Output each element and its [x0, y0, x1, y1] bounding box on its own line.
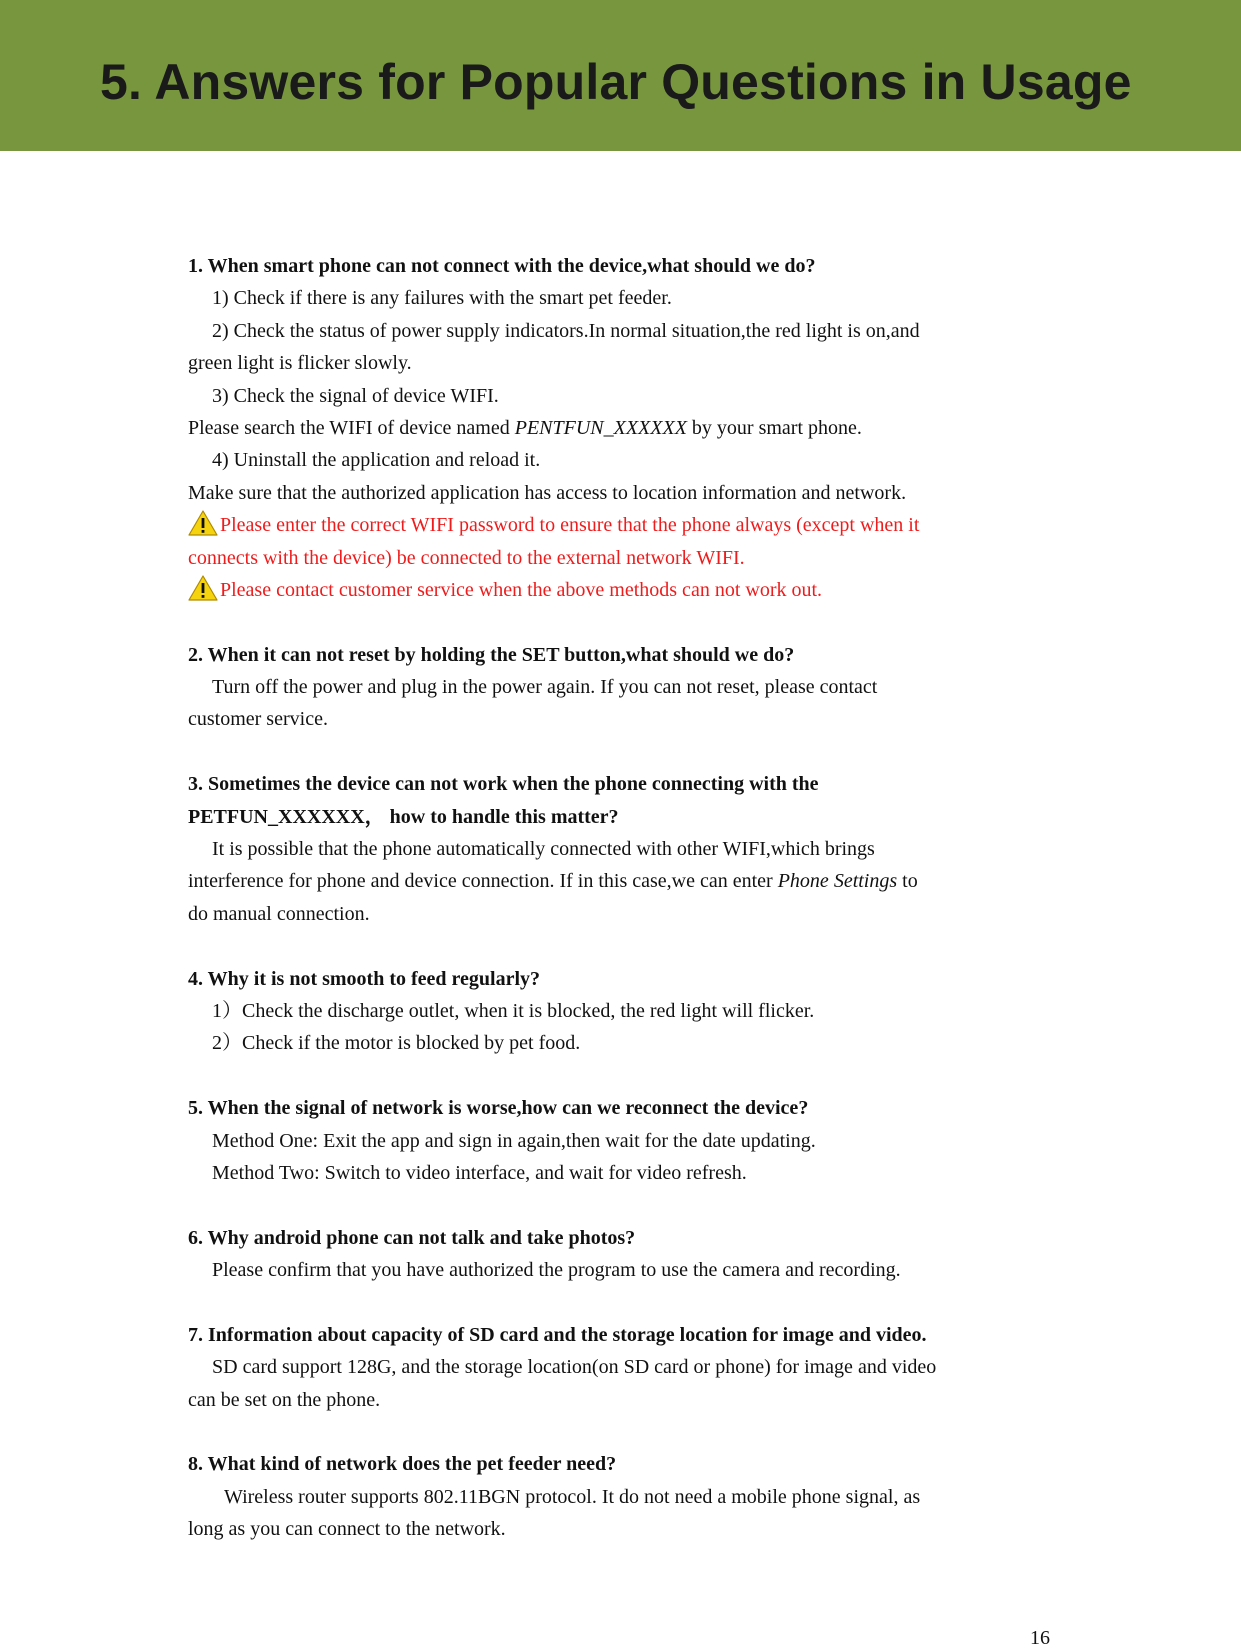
- q6-title: 6. Why android phone can not talk and take photos?: [188, 1226, 636, 1249]
- q3-line1: It is possible that the phone automatically connected with other WIFI,which brings: [212, 838, 875, 861]
- q1-step1: 1) Check if there is any failures with the smart pet feeder.: [212, 287, 672, 310]
- page-number: 16: [1030, 1627, 1050, 1649]
- q1-warning1-line1: [188, 509, 1048, 541]
- warning-icon: [188, 575, 218, 601]
- q3-title-line1: 3. Sometimes the device can not work when the phone connecting with the: [188, 773, 819, 796]
- q8-line2: long as you can connect to the network.: [188, 1518, 506, 1541]
- q1-step2-line2: green light is flicker slowly.: [188, 352, 412, 375]
- q7-line2: can be set on the phone.: [188, 1388, 381, 1411]
- warning-icon: [188, 510, 218, 536]
- page-title: 5. Answers for Popular Questions in Usage: [100, 54, 1132, 110]
- q3-title-line2: PETFUN_XXXXXX， how to handle this matter?: [188, 805, 619, 828]
- q4-step2: 2）Check if the motor is blocked by pet food.: [212, 1032, 581, 1055]
- q5-method1: Method One: Exit the app and sign in again,then wait for the date updating.: [212, 1129, 816, 1152]
- q8-title: 8. What kind of network does the pet feeder need?: [188, 1453, 617, 1476]
- q7-line1: SD card support 128G, and the storage location(on SD card or phone) for image and video: [212, 1356, 937, 1379]
- q2-line2: customer service.: [188, 708, 328, 731]
- q3-line2-pre: interference for phone and device connection. If in this case,we can enter: [188, 870, 778, 893]
- q7-title: 7. Information about capacity of SD card and the storage location for image and video.: [188, 1323, 927, 1346]
- q1-search-line: [188, 412, 1048, 444]
- q5-title: 5. When the signal of network is worse,how can we reconnect the device?: [188, 1097, 809, 1120]
- q1-step3: 3) Check the signal of device WIFI.: [212, 384, 499, 407]
- q1-warning2: [188, 574, 1048, 606]
- q3-line2: [188, 865, 1048, 897]
- q1-warning1-line2: connects with the device) be connected to the external network WIFI.: [188, 546, 745, 569]
- q1-warning1-text: Please enter the correct WIFI password to ensure that the phone always (except when it: [220, 514, 920, 537]
- q4-step1: 1）Check the discharge outlet, when it is blocked, the red light will flicker.: [212, 999, 815, 1022]
- device-wifi-name: PENTFUN_XXXXXX: [514, 416, 687, 439]
- q1-step2-line1: 2) Check the status of power supply indicators.In normal situation,the red light is on,and: [212, 319, 920, 342]
- q2-line1: Turn off the power and plug in the power again. If you can not reset, please contact: [212, 676, 878, 699]
- q6-line1: Please confirm that you have authorized the program to use the camera and recording.: [212, 1259, 901, 1282]
- q3-line3: do manual connection.: [188, 902, 370, 925]
- faq-content: [188, 250, 1048, 1546]
- q2-title: 2. When it can not reset by holding the SET button,what should we do?: [188, 643, 795, 666]
- q1-make-sure: Make sure that the authorized application has access to location information and network.: [188, 481, 907, 504]
- q8-line1: Wireless router supports 802.11BGN protocol. It do not need a mobile phone signal, as: [224, 1485, 921, 1508]
- q1-search-post: by your smart phone.: [686, 416, 862, 439]
- q1-warning2-text: Please contact customer service when the above methods can not work out.: [220, 578, 823, 601]
- q5-method2: Method Two: Switch to video interface, and wait for video refresh.: [212, 1161, 747, 1184]
- q3-line2-post: to: [897, 870, 918, 893]
- phone-settings-text: Phone Settings: [777, 870, 898, 893]
- q1-step4: 4) Uninstall the application and reload it.: [212, 449, 541, 472]
- q4-title: 4. Why it is not smooth to feed regularly?: [188, 967, 541, 990]
- q1-title: 1. When smart phone can not connect with the device,what should we do?: [188, 255, 816, 277]
- q1-search-pre: Please search the WIFI of device named: [188, 416, 515, 439]
